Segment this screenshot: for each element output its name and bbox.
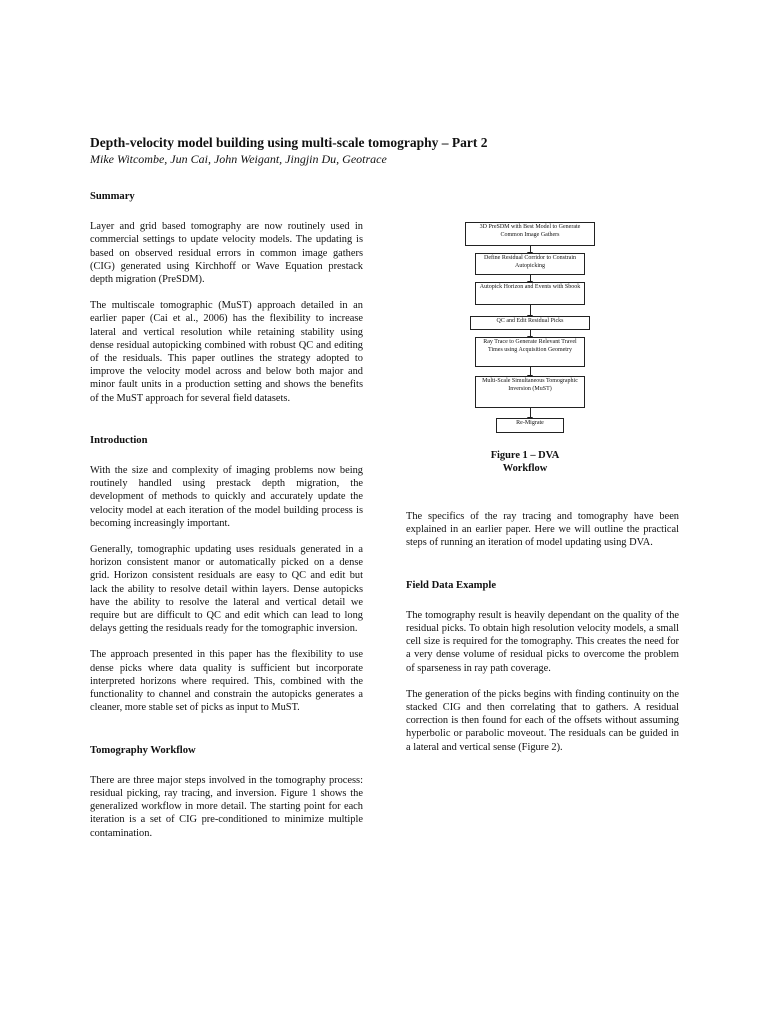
section-heading: Introduction [90,434,148,446]
caption-line: Figure 1 – DVA [490,450,560,461]
section-tomography-workflow [90,744,363,840]
left-column [90,190,363,853]
right-column [406,510,679,767]
page-title: Depth-velocity model building using multi-scale tomography – Part 2 [90,135,488,150]
authors-line: Mike Witcombe, Jun Cai, John Weigant, Jingjin Du, Geotrace [90,152,387,166]
paragraph: Layer and grid based tomography are now routinely used in commercial settings to update velocity models. The updating is based on observed residual errors in common image gathers (CIG) generated using Kirchhoff or Wave Equation prestack depth migration (PreSDM). [90,221,363,286]
paragraph: There are three major steps involved in the tomography process: residual picking, ray tracing, and inversion. Figure 1 shows the generalized workflow in more detail. The starting point for each iteration is a set of CIG pre-conditioned to minimize multiple contamination. [90,774,363,839]
section-heading: Summary [90,191,135,202]
down-arrow-icon [530,275,531,282]
down-arrow-icon [530,367,531,376]
section-heading: Field Data Example [406,579,497,591]
down-arrow-icon [530,246,531,253]
paragraph: The generation of the picks begins with finding continuity on the stacked CIG and then correlating that to gathers. A residual correction is then found for each of the offsets without assuming hyperbolic or parabolic moveout. The residuals can be guided in a lateral and vertical sense (Figure 2). [406,688,679,753]
down-arrow-icon [530,305,531,316]
workflow-box: Autopick Horizon and Events with Sbook [475,282,585,305]
figure-caption [465,449,585,475]
section-summary [90,190,363,405]
caption-line: Workflow [502,463,548,474]
workflow-box: Ray Trace to Generate Relevant Travel Times using Acquisition Geometry [475,337,585,367]
section-field-data-example [406,579,679,754]
paragraph: Generally, tomographic updating uses residuals generated in a horizon consistent manor or automatically picked on a dense grid. Horizon consistent residuals are easy to QC and edit but lack the ability to resolve detail within layers. Dense autopicks have the ability to resolve the lateral and vertical detail we require but are difficult to QC and edit which can lead to long delays getting the residuals ready for the tomographic inversion. [90,544,363,635]
workflow-diagram [460,222,620,437]
paragraph: The approach presented in this paper has the flexibility to use dense picks where data quality is sufficient but incorporate interpreted horizons where required. This, combined with the functionality to channel and constrain the autopicks generates a cleaner, more stable set of picks as input to MuST. [90,649,363,714]
down-arrow-icon [530,408,531,418]
section-introduction [90,434,363,715]
workflow-box: 3D PreSDM with Best Model to Generate Common Image Gathers [465,222,595,246]
paragraph: The multiscale tomographic (MuST) approach detailed in an earlier paper (Cai et al., 2006) has the flexibility to increase lateral and vertical resolution while retaining stability using dense residual autopicking combined with robust QC and editing of the residuals. This paper outlines the strategy adopted to improve the velocity model across and below both major and minor fault units in a production setting and shows the benefits of the MuST approach for several field datasets. [90,300,363,404]
workflow-box: Define Residual Corridor to Constrain Autopicking [475,253,585,275]
paragraph: With the size and complexity of imaging problems now being routinely handled using prestack depth migration, the development of methods to quickly and accurately update the velocity model at each iteration of the model building process is becoming increasingly important. [90,465,363,529]
paragraph: The tomography result is heavily dependant on the quality of the residual picks. To obtain high resolution velocity models, a small cell size is required for the tomography. This creates the need for a very dense volume of residual picks to overcome the problem of sparseness in ray path coverage. [406,609,679,674]
paragraph: The specifics of the ray tracing and tomography have been explained in an earlier paper. Here we will outline the practical steps of running an iteration of model updating using DVA. [406,511,679,549]
down-arrow-icon [530,330,531,337]
section-heading: Tomography Workflow [90,744,196,756]
workflow-box: QC and Edit Residual Picks [470,316,590,330]
workflow-box: Multi-Scale Simultaneous Tomographic Inversion (MuST) [475,376,585,408]
workflow-box: Re-Migrate [496,418,564,433]
